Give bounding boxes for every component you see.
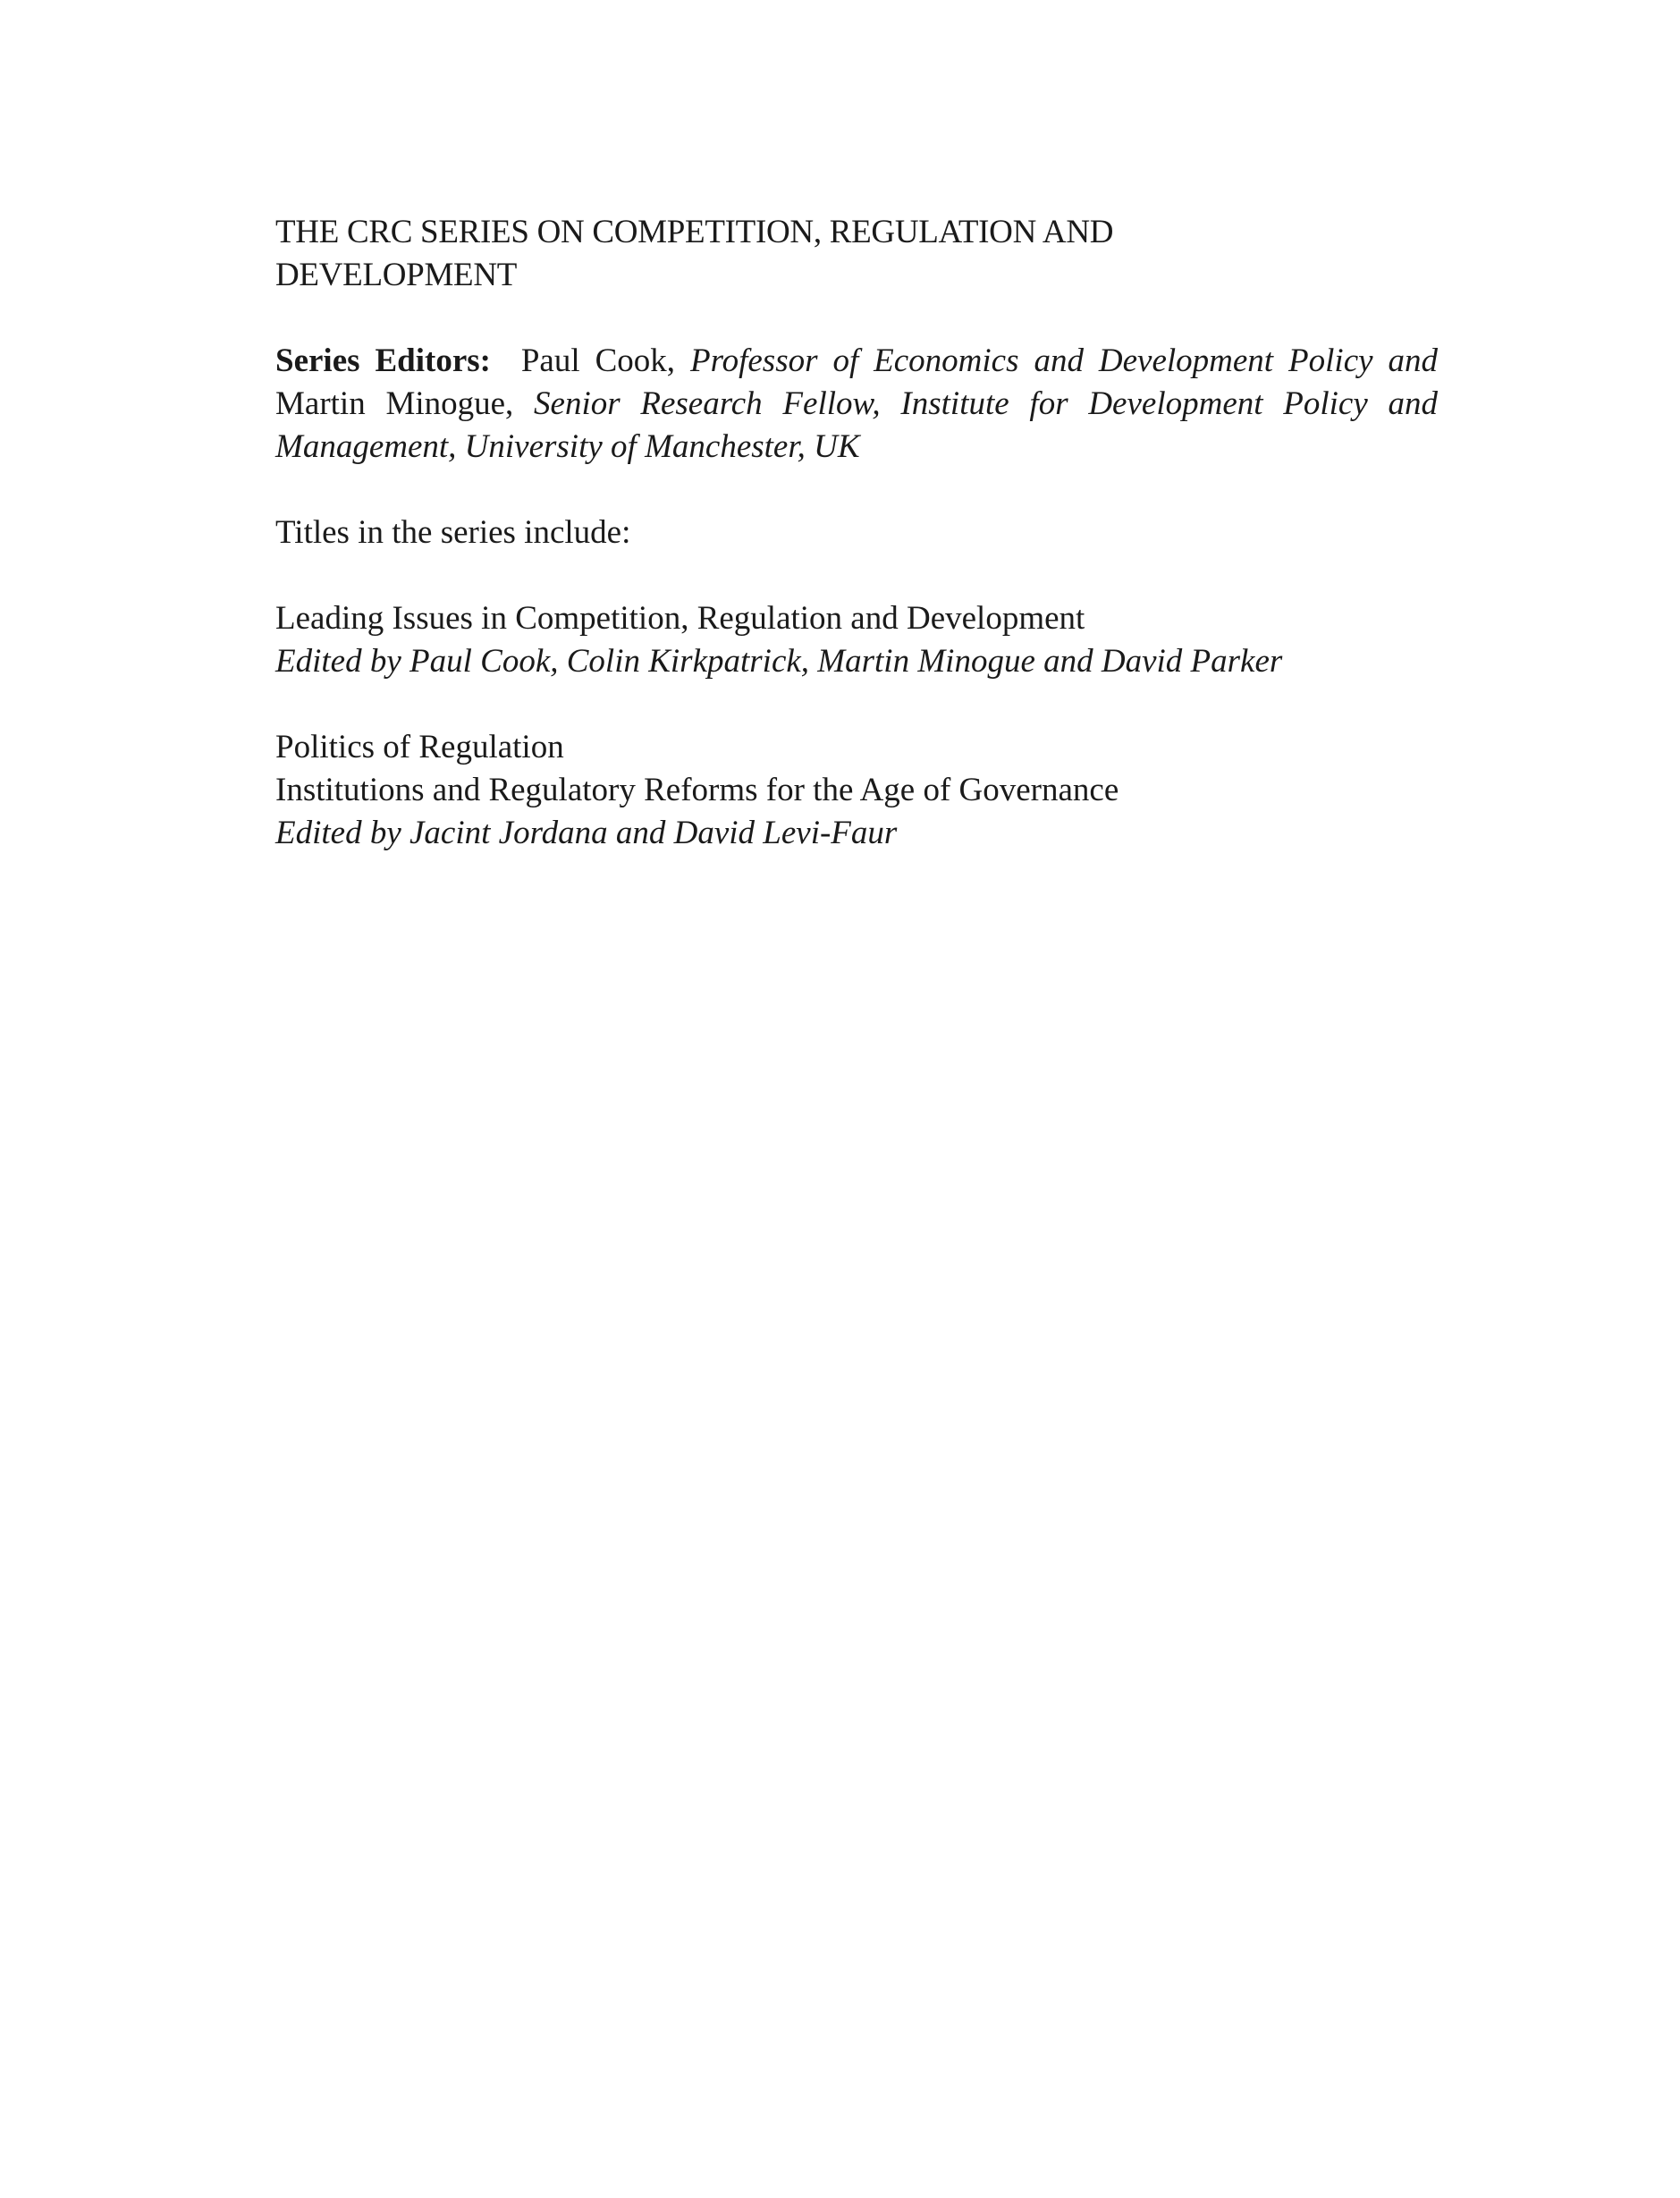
editor-1-title: Professor of Economics and Development Policy — [689, 342, 1373, 379]
series-heading-line-2: DEVELOPMENT — [275, 257, 518, 293]
editor-2-title: Senior Research Fellow, Institute for Development Policy and Management, University of Manchester, UK — [275, 385, 1439, 465]
title-entry-2-title: Politics of Regulation — [275, 729, 564, 765]
editor-1-name: Paul Cook, — [520, 342, 676, 379]
series-heading-line-1: THE CRC SERIES ON COMPETITION, REGULATION AND — [275, 214, 1114, 250]
series-editors — [275, 340, 1438, 469]
editor-conjunction: and — [1388, 342, 1438, 379]
title-entry-2-editors: Edited by Jacint Jordana and David Levi-Faur — [275, 815, 898, 851]
title-entry-2 — [275, 726, 1438, 855]
series-editors-label: Series Editors: — [275, 342, 491, 379]
title-entry-1 — [275, 597, 1438, 683]
series-heading — [275, 211, 1438, 297]
page-content — [275, 211, 1438, 855]
titles-intro-text: Titles in the series include: — [275, 514, 631, 551]
title-entry-2-subtitle: Institutions and Regulatory Reforms for the Age of Governance — [275, 772, 1119, 808]
editor-2-name: Martin Minogue, — [275, 385, 514, 422]
title-entry-1-title: Leading Issues in Competition, Regulation and Development — [275, 600, 1085, 637]
title-entry-1-editors: Edited by Paul Cook, Colin Kirkpatrick, Martin Minogue and David Parker — [275, 643, 1283, 680]
titles-intro — [275, 511, 1438, 554]
